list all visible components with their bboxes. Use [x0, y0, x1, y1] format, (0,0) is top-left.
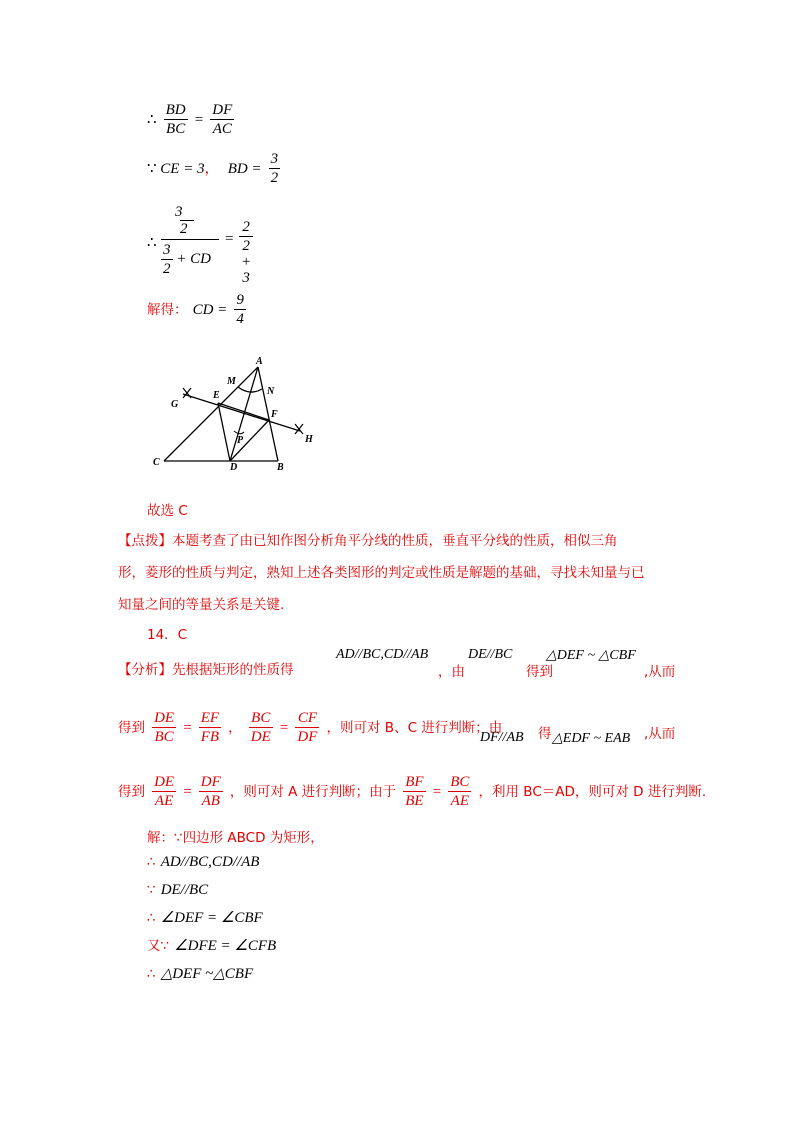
- therefore-symbol: ∴: [147, 112, 157, 128]
- label-p: P: [237, 435, 244, 446]
- question-14-answer: 14．C: [147, 627, 188, 643]
- note-line-2: 形，菱形的性质与判定，熟知上述各类图形的判定或性质是解题的基础，寻找未知量与已: [118, 565, 645, 581]
- fraction-9-4: $\frac{9}{4}$: [236, 292, 244, 327]
- solution-step-2: ∵ DE//BC: [147, 882, 209, 898]
- solution-step-4: 又∵ ∠DFE = ∠CFB: [147, 938, 277, 954]
- geometry-figure: [150, 352, 320, 472]
- fraction-bd-bc: $\frac{BD}{BC}$: [165, 102, 186, 137]
- fraction-df-ac: $\frac{DF}{AC}$: [212, 102, 233, 137]
- analysis-math-df-ab: DF//AB: [480, 730, 524, 745]
- analysis-math-ad-bc: AD//BC,CD//AB: [336, 647, 429, 662]
- label-a: A: [256, 356, 263, 367]
- solution-step-3: ∴ ∠DEF = ∠CBF: [147, 910, 263, 926]
- label-b: B: [277, 462, 284, 472]
- step-given-values: ∵ CE = 3， BD = $\frac{3}{2}$: [147, 151, 279, 186]
- step-therefore-ratio: ∴ $\frac{BD}{BC}$ = $\frac{DF}{AC}$: [147, 102, 233, 137]
- analysis-math-edf-eab: △EDF ~ EAB: [552, 731, 631, 746]
- analysis-line-2: 得到 $\frac{DE}{BC}$ = $\frac{EF}{FB}$ ， $\frac{BC}{DE}$ = $\frac{CF}{DF}$ ，则可对 B、C 进行判断；由: [118, 710, 503, 745]
- line-ed: [218, 403, 230, 461]
- answer-13: 故选 C: [147, 503, 188, 519]
- analysis-line-3: 得到 $\frac{DE}{AE}$ = $\frac{DF}{AB}$ ，则可对 A 进行判断；由于 $\frac{BF}{BE}$ = $\frac{BC}{AE}$ ，利用 BC＝AD，则可对 D 进行判断.: [118, 774, 707, 809]
- arc-mn: [238, 387, 262, 392]
- analysis-line-1: 【分析】先根据矩形的性质得: [118, 662, 294, 678]
- note-line-3: 知量之间的等量关系是关键.: [118, 597, 285, 613]
- fraction-3-2: $\frac{3}{2}$: [270, 151, 279, 186]
- solution-intro: 解：∵四边形 ABCD 为矩形，: [147, 830, 324, 846]
- label-m: M: [227, 376, 236, 387]
- analysis-math-similar: △DEF ~ △CBF: [546, 648, 636, 663]
- ce-equals-3: ∵ CE = 3: [147, 161, 205, 177]
- label-c: C: [153, 457, 160, 468]
- note-line-1: 【点拨】本题考查了由已知作图分析角平分线的性质，垂直平分线的性质，相似三角: [118, 533, 618, 549]
- solution-step-1: ∴ AD//BC,CD//AB: [147, 854, 260, 870]
- label-n: N: [267, 386, 275, 397]
- label-d: D: [230, 462, 238, 472]
- label-h: H: [305, 434, 313, 445]
- line-gh: [183, 394, 300, 431]
- solve-cd: 解得： CD = $\frac{9}{4}$: [147, 292, 244, 327]
- analysis-math-de-bc: DE//BC: [468, 647, 513, 662]
- label-g: G: [171, 399, 179, 410]
- fraction-2-over-2plus3: $\frac{2}{2 + 3}$: [241, 219, 252, 286]
- label-f: F: [271, 409, 278, 420]
- solution-step-5: ∴ △DEF ~△CBF: [147, 966, 254, 982]
- compound-fraction: 3 2 $\frac{3}{2}$ + CD: [161, 204, 213, 277]
- label-e: E: [213, 390, 220, 401]
